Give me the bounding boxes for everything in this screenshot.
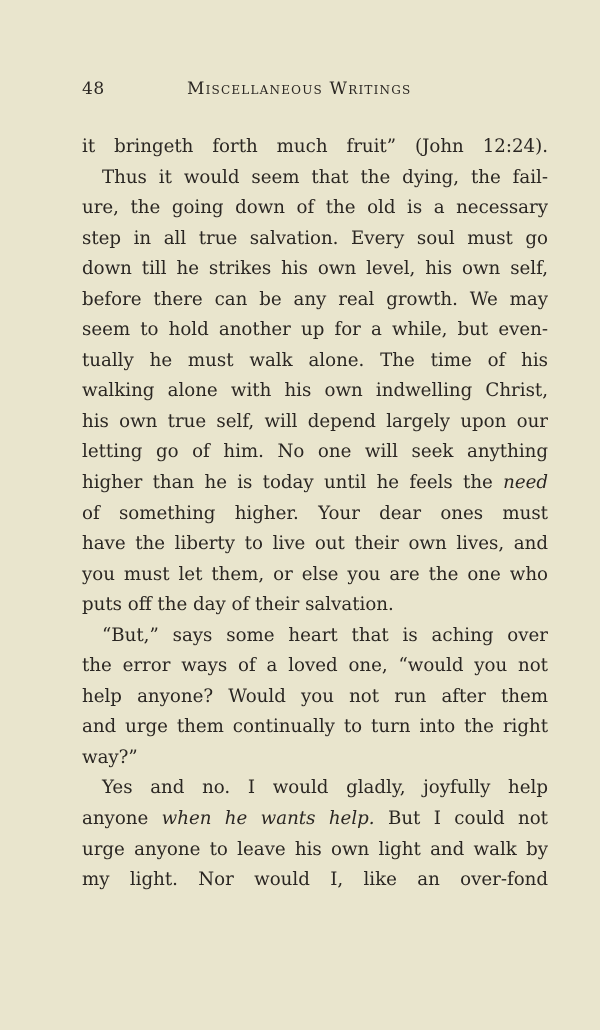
text-segment: help anyone? Would you not run after them bbox=[82, 685, 548, 707]
text-line bbox=[82, 621, 548, 652]
text-line bbox=[82, 254, 548, 285]
text-line bbox=[82, 682, 548, 713]
text-segment: Yes and no. I would gladly, joyfully help bbox=[102, 777, 548, 799]
text-line bbox=[82, 376, 548, 407]
italic-text: need bbox=[503, 472, 548, 494]
body-text bbox=[82, 132, 548, 896]
text-segment: have the liberty to live out their own lives, and bbox=[82, 533, 548, 555]
text-line bbox=[82, 224, 548, 255]
text-line bbox=[82, 285, 548, 316]
page-number: 48 bbox=[82, 79, 105, 99]
text-line bbox=[82, 651, 548, 682]
text-segment: step in all true salvation. Every soul must go bbox=[82, 227, 548, 249]
text-line bbox=[82, 163, 548, 194]
text-segment: letting go of him. No one will seek anything bbox=[82, 441, 548, 463]
text-segment: of something higher. Your dear ones must bbox=[82, 502, 548, 524]
text-line bbox=[82, 529, 548, 560]
text-segment: you must let them, or else you are the one who bbox=[82, 563, 548, 585]
text-segment: way?” bbox=[82, 746, 138, 768]
text-line bbox=[82, 712, 548, 743]
text-segment: his own true self, will depend largely upon our bbox=[82, 410, 548, 432]
text-line bbox=[82, 743, 548, 774]
text-line bbox=[82, 437, 548, 468]
text-segment: my light. Nor would I, like an over-fond bbox=[82, 869, 548, 891]
running-header bbox=[82, 79, 548, 105]
text-line bbox=[82, 407, 548, 438]
text-segment: But I could not bbox=[374, 808, 548, 830]
text-segment: down till he strikes his own level, his own self, bbox=[82, 258, 548, 280]
text-segment: Thus it would seem that the dying, the fail- bbox=[102, 166, 548, 188]
text-line bbox=[82, 804, 548, 835]
text-segment: higher than he is today until he feels the bbox=[82, 472, 504, 494]
text-segment: seem to hold another up for a while, but even- bbox=[82, 319, 548, 341]
text-segment: “But,” says some heart that is aching over bbox=[102, 624, 548, 646]
text-segment: walking alone with his own indwelling Christ, bbox=[82, 380, 548, 402]
text-segment: and urge them continually to turn into the right bbox=[82, 716, 548, 738]
text-line bbox=[82, 865, 548, 896]
text-segment: before there can be any real growth. We may bbox=[82, 288, 548, 310]
text-segment: the error ways of a loved one, “would you not bbox=[82, 655, 548, 677]
text-line bbox=[82, 315, 548, 346]
text-line bbox=[82, 835, 548, 866]
text-line bbox=[82, 193, 548, 224]
italic-text: when he wants help. bbox=[161, 808, 375, 830]
text-segment: puts off the day of their salvation. bbox=[82, 594, 394, 616]
text-segment: tually he must walk alone. The time of his bbox=[82, 349, 548, 371]
text-line bbox=[82, 346, 548, 377]
text-segment: urge anyone to leave his own light and walk by bbox=[82, 838, 548, 860]
text-line bbox=[82, 560, 548, 591]
text-segment: ure, the going down of the old is a necessary bbox=[82, 197, 548, 219]
text-segment: anyone bbox=[82, 808, 162, 830]
text-line bbox=[82, 132, 548, 163]
running-title: Miscellaneous Writings bbox=[187, 79, 412, 99]
text-line bbox=[82, 499, 548, 530]
text-line bbox=[82, 468, 548, 499]
text-line bbox=[82, 773, 548, 804]
text-segment: it bringeth forth much fruit” (John 12:24). bbox=[82, 136, 548, 157]
text-line bbox=[82, 590, 548, 621]
